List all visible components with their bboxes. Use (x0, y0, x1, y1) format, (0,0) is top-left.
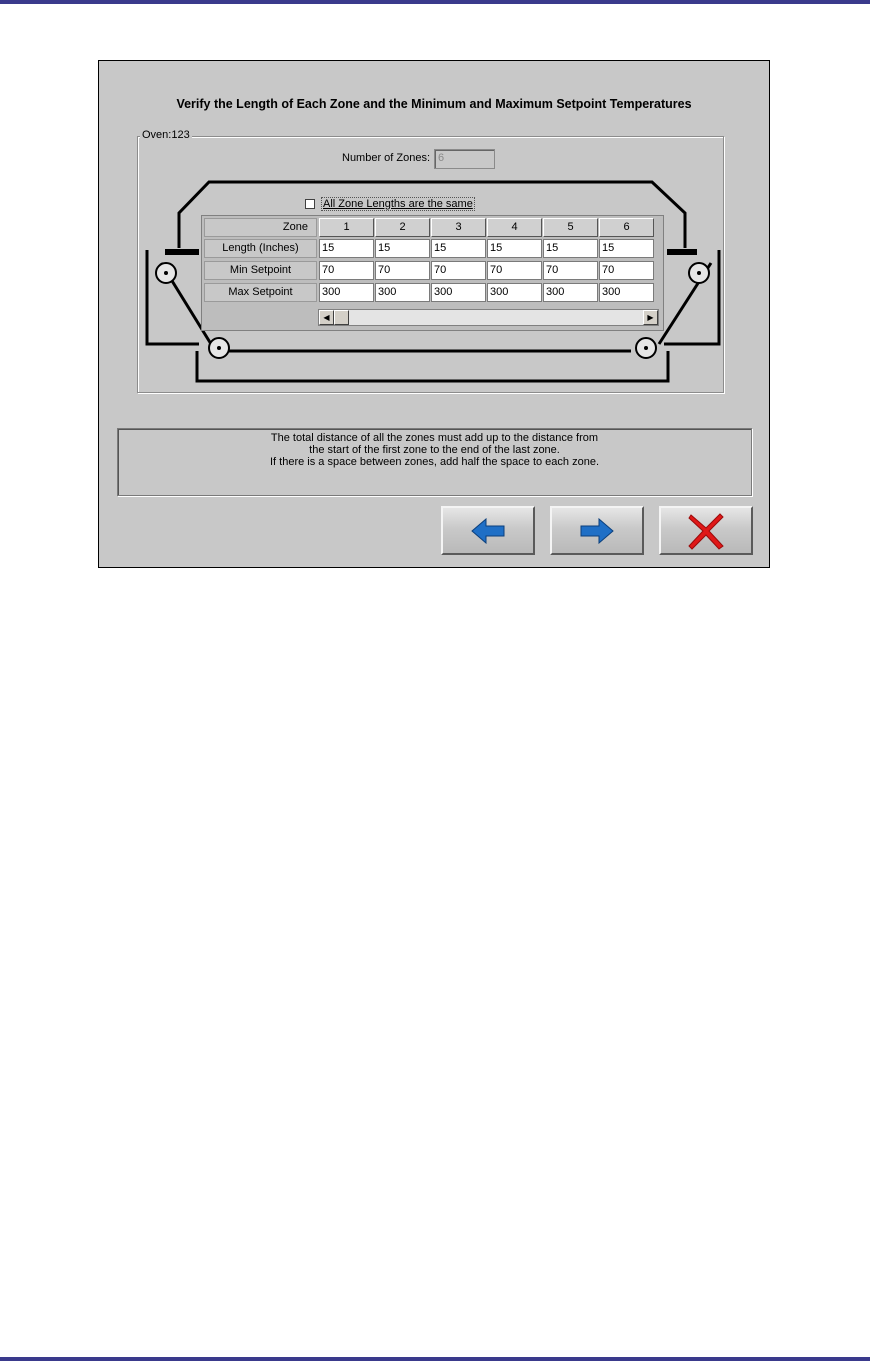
min-setpoint-row-label: Min Setpoint (204, 261, 317, 280)
info-panel (117, 428, 752, 496)
zone-column-header[interactable]: 2 (375, 218, 430, 237)
max-setpoint-cell[interactable]: 300 (543, 283, 598, 302)
min-setpoint-cell[interactable]: 70 (319, 261, 374, 280)
max-setpoint-cell[interactable]: 300 (375, 283, 430, 302)
zone-column-header[interactable]: 4 (487, 218, 542, 237)
min-setpoint-cell[interactable]: 70 (599, 261, 654, 280)
max-setpoint-cell[interactable]: 300 (319, 283, 374, 302)
length-cell[interactable]: 15 (543, 239, 598, 258)
dialog-title: Verify the Length of Each Zone and the Minimum and Maximum Setpoint Temperatures (176, 97, 692, 111)
info-line: If there is a space between zones, add half the space to each zone. (270, 456, 599, 468)
min-setpoint-cell[interactable]: 70 (487, 261, 542, 280)
scroll-left-button[interactable]: ◀ (319, 310, 334, 325)
zone-column-header[interactable]: 5 (543, 218, 598, 237)
length-cell[interactable]: 15 (599, 239, 654, 258)
scroll-thumb[interactable] (334, 310, 349, 325)
info-line: the start of the first zone to the end of the last zone. (309, 444, 560, 456)
right-bracket (667, 249, 697, 255)
length-cell[interactable]: 15 (375, 239, 430, 258)
next-button[interactable] (550, 506, 644, 555)
length-row-label: Length (Inches) (204, 239, 317, 258)
right-arrow-icon (579, 518, 615, 544)
left-bracket (165, 249, 199, 255)
left-arrow-icon (470, 518, 506, 544)
max-setpoint-cell[interactable]: 300 (599, 283, 654, 302)
length-cell[interactable]: 15 (487, 239, 542, 258)
zone-column-header[interactable]: 6 (599, 218, 654, 237)
min-setpoint-cell[interactable]: 70 (543, 261, 598, 280)
length-cell[interactable]: 15 (319, 239, 374, 258)
zone-setup-dialog (98, 60, 770, 568)
max-setpoint-cell[interactable]: 300 (431, 283, 486, 302)
oven-group-label: Oven:123 (142, 129, 190, 141)
zone-column-header[interactable]: 1 (319, 218, 374, 237)
back-button[interactable] (441, 506, 535, 555)
all-lengths-same-label[interactable]: All Zone Lengths are the same (323, 198, 473, 210)
info-line: The total distance of all the zones must add up to the distance from (270, 432, 599, 444)
min-setpoint-cell[interactable]: 70 (375, 261, 430, 280)
cancel-button[interactable] (659, 506, 753, 555)
num-zones-label: Number of Zones: (342, 152, 431, 164)
top-rule (0, 0, 870, 4)
max-setpoint-row-label: Max Setpoint (204, 283, 317, 302)
num-zones-field: 6 (434, 149, 495, 169)
all-lengths-same-checkbox[interactable] (305, 199, 315, 209)
bottom-rule (0, 1357, 870, 1361)
all-lengths-same-option[interactable] (305, 197, 475, 211)
zone-header-label: Zone (204, 218, 317, 237)
min-setpoint-cell[interactable]: 70 (431, 261, 486, 280)
grid-horizontal-scrollbar[interactable] (318, 309, 659, 326)
scroll-right-button[interactable]: ▶ (643, 310, 658, 325)
zone-grid (201, 215, 664, 331)
red-x-icon (686, 511, 726, 551)
length-cell[interactable]: 15 (431, 239, 486, 258)
max-setpoint-cell[interactable]: 300 (487, 283, 542, 302)
zone-column-header[interactable]: 3 (431, 218, 486, 237)
